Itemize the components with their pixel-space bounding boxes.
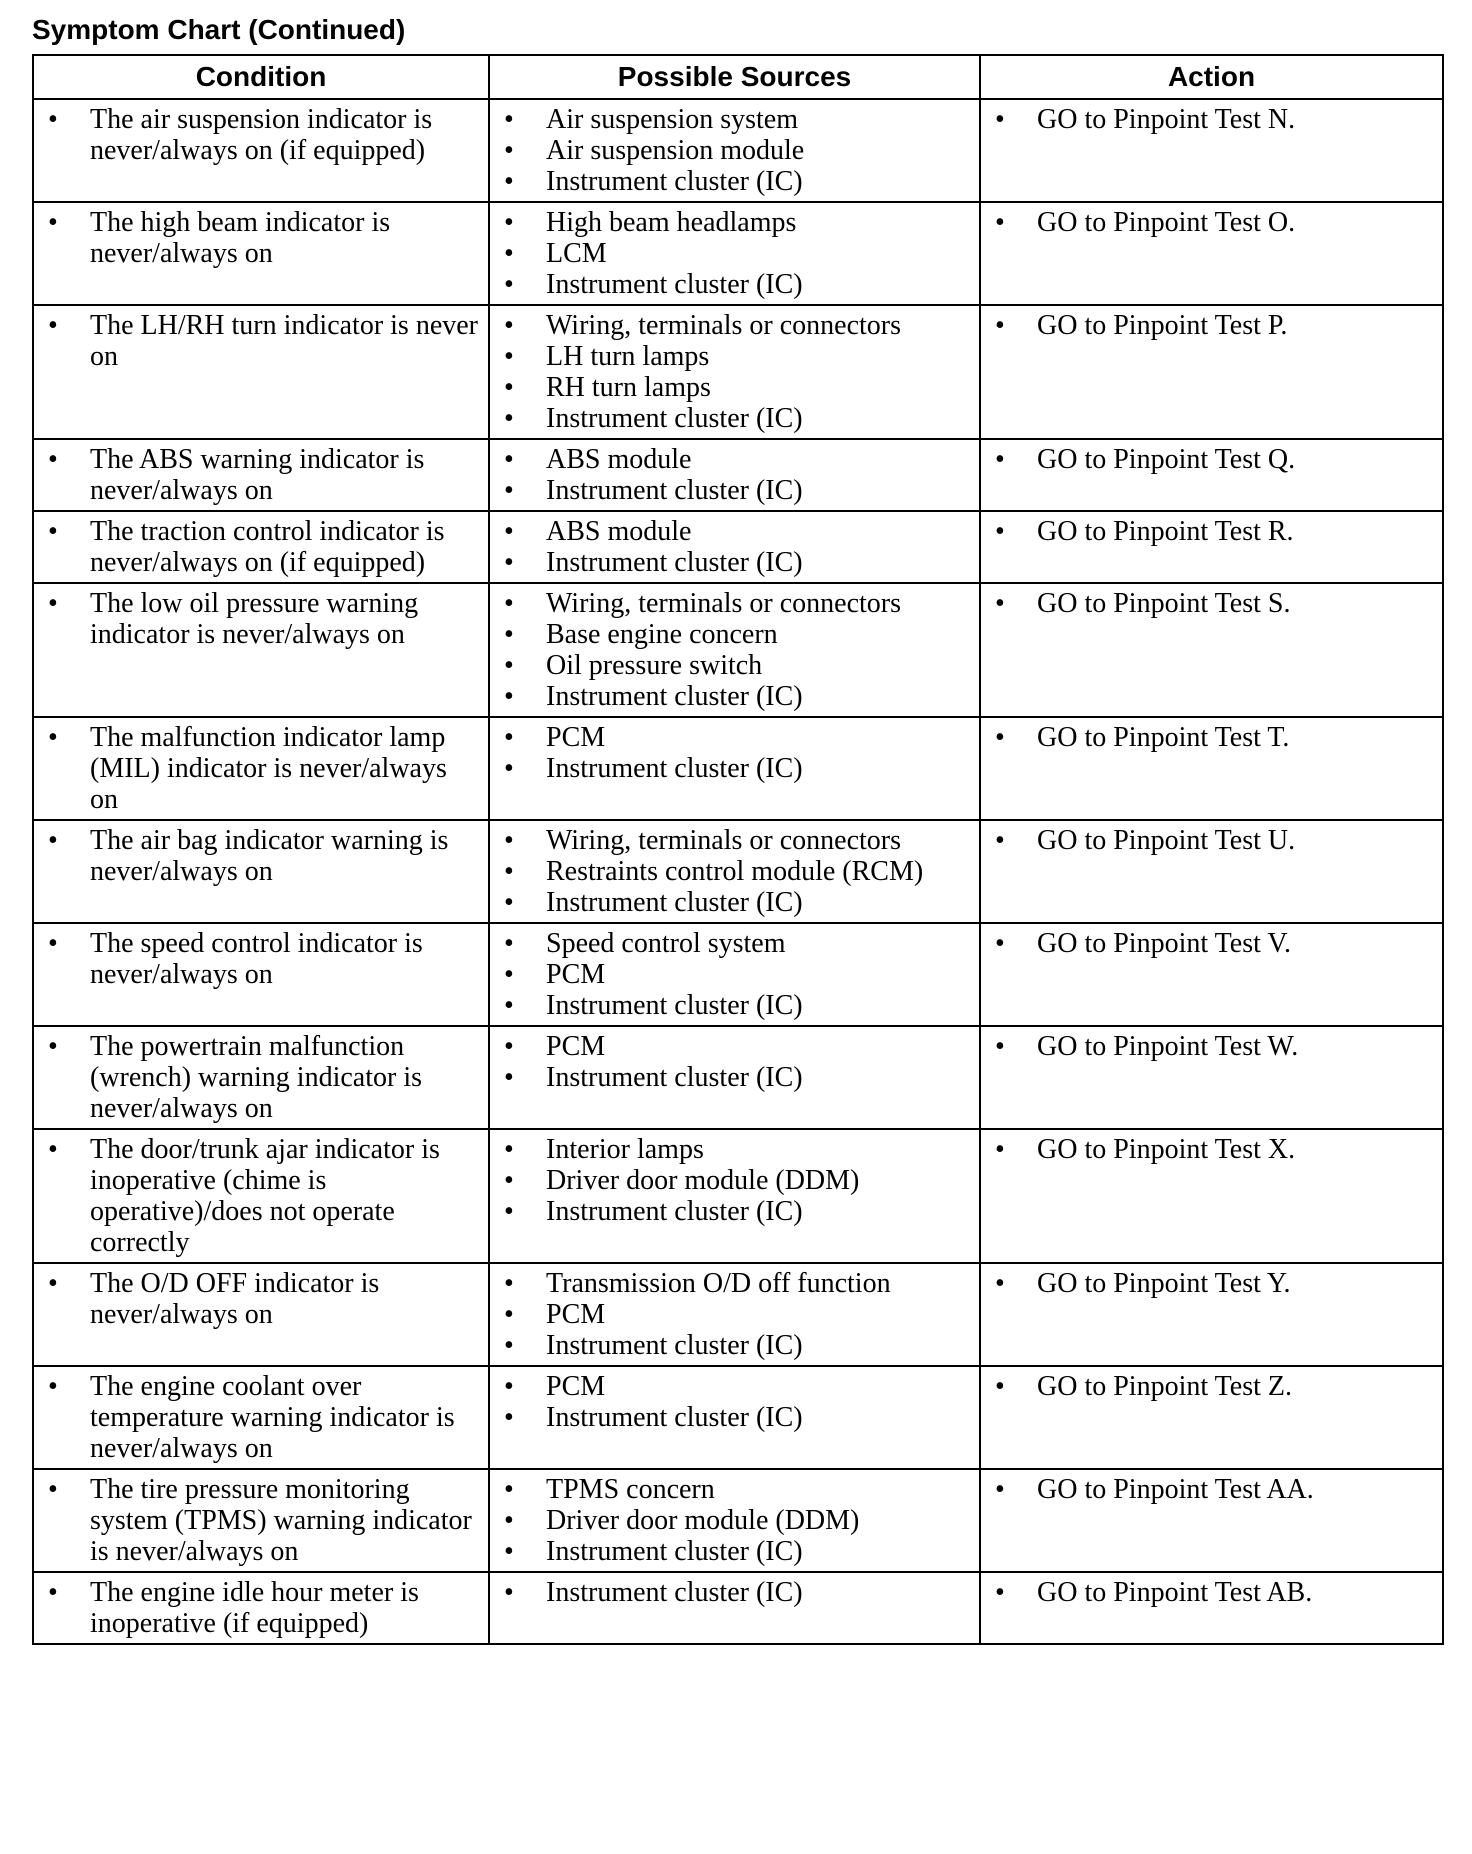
action-text: • GO to Pinpoint Test AB. — [993, 1577, 1434, 1608]
action-cell — [980, 1129, 1443, 1263]
sources-list — [502, 1134, 971, 1227]
condition-cell — [33, 1129, 489, 1263]
source-item: • RH turn lamps — [502, 372, 971, 403]
action-cell — [980, 99, 1443, 202]
action-cell — [980, 305, 1443, 439]
condition-list — [46, 1474, 480, 1567]
condition-cell — [33, 439, 489, 511]
table-row — [33, 820, 1443, 923]
table-body — [33, 99, 1443, 1644]
source-item: • Instrument cluster (IC) — [502, 166, 971, 197]
table-row — [33, 1366, 1443, 1469]
sources-list — [502, 1031, 971, 1093]
action-list — [993, 104, 1434, 135]
table-row — [33, 202, 1443, 305]
condition-cell — [33, 1469, 489, 1572]
condition-text: • The tire pressure monitoring system (TPMS) warning indicator is never/always on — [46, 1474, 480, 1567]
action-list — [993, 825, 1434, 856]
condition-list — [46, 825, 480, 887]
sources-list — [502, 1268, 971, 1361]
source-item: • Instrument cluster (IC) — [502, 990, 971, 1021]
action-text: • GO to Pinpoint Test Z. — [993, 1371, 1434, 1402]
sources-list — [502, 310, 971, 434]
action-list — [993, 207, 1434, 238]
sources-cell — [489, 1263, 980, 1366]
action-list — [993, 1134, 1434, 1165]
action-text: • GO to Pinpoint Test T. — [993, 722, 1434, 753]
action-text: • GO to Pinpoint Test U. — [993, 825, 1434, 856]
action-text: • GO to Pinpoint Test X. — [993, 1134, 1434, 1165]
action-cell — [980, 820, 1443, 923]
action-cell — [980, 717, 1443, 820]
condition-list — [46, 1371, 480, 1464]
source-item: • TPMS concern — [502, 1474, 971, 1505]
sources-list — [502, 1474, 971, 1567]
source-item: • ABS module — [502, 444, 971, 475]
action-list — [993, 928, 1434, 959]
table-row — [33, 439, 1443, 511]
sources-list — [502, 588, 971, 712]
condition-list — [46, 1577, 480, 1639]
table-row — [33, 583, 1443, 717]
source-item: • Instrument cluster (IC) — [502, 753, 971, 784]
source-item: • Speed control system — [502, 928, 971, 959]
source-item: • Air suspension module — [502, 135, 971, 166]
condition-cell — [33, 1366, 489, 1469]
condition-text: • The LH/RH turn indicator is never on — [46, 310, 480, 372]
action-list — [993, 1474, 1434, 1505]
sources-cell — [489, 1129, 980, 1263]
condition-cell — [33, 305, 489, 439]
action-cell — [980, 1366, 1443, 1469]
condition-list — [46, 928, 480, 990]
table-row — [33, 1129, 1443, 1263]
condition-list — [46, 722, 480, 815]
sources-cell — [489, 583, 980, 717]
source-item: • Instrument cluster (IC) — [502, 1402, 971, 1433]
action-list — [993, 1577, 1434, 1608]
condition-text: • The malfunction indicator lamp (MIL) indicator is never/always on — [46, 722, 480, 815]
sources-cell — [489, 99, 980, 202]
action-cell — [980, 1572, 1443, 1644]
condition-list — [46, 588, 480, 650]
action-cell — [980, 202, 1443, 305]
source-item: • PCM — [502, 959, 971, 990]
condition-text: • The engine coolant over temperature warning indicator is never/always on — [46, 1371, 480, 1464]
source-item: • High beam headlamps — [502, 207, 971, 238]
condition-list — [46, 516, 480, 578]
action-cell — [980, 1026, 1443, 1129]
action-text: • GO to Pinpoint Test P. — [993, 310, 1434, 341]
sources-cell — [489, 1366, 980, 1469]
source-item: • Wiring, terminals or connectors — [502, 825, 971, 856]
source-item: • Air suspension system — [502, 104, 971, 135]
header-condition: Condition — [33, 55, 489, 99]
condition-text: • The traction control indicator is never/always on (if equipped) — [46, 516, 480, 578]
condition-cell — [33, 820, 489, 923]
source-item: • Instrument cluster (IC) — [502, 1536, 971, 1567]
condition-cell — [33, 583, 489, 717]
source-item: • LH turn lamps — [502, 341, 971, 372]
table-row — [33, 1572, 1443, 1644]
sources-list — [502, 825, 971, 918]
condition-cell — [33, 1572, 489, 1644]
sources-list — [502, 722, 971, 784]
condition-text: • The ABS warning indicator is never/always on — [46, 444, 480, 506]
condition-cell — [33, 511, 489, 583]
table-row — [33, 99, 1443, 202]
source-item: • Instrument cluster (IC) — [502, 1196, 971, 1227]
source-item: • Instrument cluster (IC) — [502, 269, 971, 300]
source-item: • Instrument cluster (IC) — [502, 887, 971, 918]
table-row — [33, 717, 1443, 820]
action-cell — [980, 511, 1443, 583]
condition-cell — [33, 1026, 489, 1129]
condition-text: • The door/trunk ajar indicator is inoperative (chime is operative)/does not operate correctly — [46, 1134, 480, 1258]
condition-list — [46, 444, 480, 506]
action-text: • GO to Pinpoint Test AA. — [993, 1474, 1434, 1505]
sources-cell — [489, 717, 980, 820]
source-item: • PCM — [502, 722, 971, 753]
sources-cell — [489, 511, 980, 583]
condition-text: • The O/D OFF indicator is never/always on — [46, 1268, 480, 1330]
sources-cell — [489, 923, 980, 1026]
table-row — [33, 1026, 1443, 1129]
source-item: • Instrument cluster (IC) — [502, 1577, 971, 1608]
condition-list — [46, 1268, 480, 1330]
sources-cell — [489, 439, 980, 511]
condition-text: • The high beam indicator is never/always on — [46, 207, 480, 269]
action-cell — [980, 583, 1443, 717]
source-item: • Driver door module (DDM) — [502, 1165, 971, 1196]
sources-list — [502, 516, 971, 578]
condition-text: • The air suspension indicator is never/always on (if equipped) — [46, 104, 480, 166]
table-row — [33, 511, 1443, 583]
condition-cell — [33, 1263, 489, 1366]
sources-cell — [489, 1026, 980, 1129]
source-item: • PCM — [502, 1299, 971, 1330]
condition-text: • The engine idle hour meter is inoperative (if equipped) — [46, 1577, 480, 1639]
source-item: • Base engine concern — [502, 619, 971, 650]
sources-cell — [489, 305, 980, 439]
source-item: • PCM — [502, 1031, 971, 1062]
action-text: • GO to Pinpoint Test R. — [993, 516, 1434, 547]
header-action: Action — [980, 55, 1443, 99]
source-item: • Instrument cluster (IC) — [502, 475, 971, 506]
sources-cell — [489, 1469, 980, 1572]
source-item: • Driver door module (DDM) — [502, 1505, 971, 1536]
action-list — [993, 588, 1434, 619]
action-text: • GO to Pinpoint Test O. — [993, 207, 1434, 238]
action-list — [993, 1371, 1434, 1402]
action-list — [993, 1268, 1434, 1299]
source-item: • Oil pressure switch — [502, 650, 971, 681]
action-list — [993, 516, 1434, 547]
sources-list — [502, 207, 971, 300]
header-possible-sources: Possible Sources — [489, 55, 980, 99]
action-text: • GO to Pinpoint Test Q. — [993, 444, 1434, 475]
condition-cell — [33, 923, 489, 1026]
action-text: • GO to Pinpoint Test V. — [993, 928, 1434, 959]
sources-list — [502, 1371, 971, 1433]
sources-cell — [489, 202, 980, 305]
condition-text: • The powertrain malfunction (wrench) warning indicator is never/always on — [46, 1031, 480, 1124]
source-item: • Restraints control module (RCM) — [502, 856, 971, 887]
action-text: • GO to Pinpoint Test N. — [993, 104, 1434, 135]
sources-list — [502, 444, 971, 506]
source-item: • Instrument cluster (IC) — [502, 547, 971, 578]
action-text: • GO to Pinpoint Test Y. — [993, 1268, 1434, 1299]
sources-list — [502, 104, 971, 197]
action-cell — [980, 1469, 1443, 1572]
action-cell — [980, 1263, 1443, 1366]
action-text: • GO to Pinpoint Test S. — [993, 588, 1434, 619]
table-row — [33, 1469, 1443, 1572]
action-list — [993, 722, 1434, 753]
condition-text: • The low oil pressure warning indicator is never/always on — [46, 588, 480, 650]
header-row — [33, 55, 1443, 99]
source-item: • PCM — [502, 1371, 971, 1402]
action-list — [993, 310, 1434, 341]
chart-title: Symptom Chart (Continued) — [32, 14, 406, 45]
action-list — [993, 444, 1434, 475]
source-item: • Interior lamps — [502, 1134, 971, 1165]
source-item: • Transmission O/D off function — [502, 1268, 971, 1299]
sources-list — [502, 928, 971, 1021]
sources-cell — [489, 1572, 980, 1644]
source-item: • Instrument cluster (IC) — [502, 403, 971, 434]
condition-list — [46, 104, 480, 166]
condition-text: • The speed control indicator is never/always on — [46, 928, 480, 990]
action-list — [993, 1031, 1434, 1062]
condition-list — [46, 1134, 480, 1258]
action-cell — [980, 923, 1443, 1026]
condition-list — [46, 310, 480, 372]
table-row — [33, 1263, 1443, 1366]
condition-cell — [33, 717, 489, 820]
condition-cell — [33, 99, 489, 202]
sources-cell — [489, 820, 980, 923]
condition-cell — [33, 202, 489, 305]
table-row — [33, 923, 1443, 1026]
source-item: • LCM — [502, 238, 971, 269]
symptom-table — [32, 54, 1444, 1645]
table-row — [33, 305, 1443, 439]
action-cell — [980, 439, 1443, 511]
sources-list — [502, 1577, 971, 1608]
source-item: • Instrument cluster (IC) — [502, 1330, 971, 1361]
document-page — [32, 10, 1442, 1645]
source-item: • Instrument cluster (IC) — [502, 681, 971, 712]
condition-list — [46, 207, 480, 269]
condition-text: • The air bag indicator warning is never/always on — [46, 825, 480, 887]
source-item: • Wiring, terminals or connectors — [502, 310, 971, 341]
source-item: • Instrument cluster (IC) — [502, 1062, 971, 1093]
condition-list — [46, 1031, 480, 1124]
source-item: • Wiring, terminals or connectors — [502, 588, 971, 619]
action-text: • GO to Pinpoint Test W. — [993, 1031, 1434, 1062]
source-item: • ABS module — [502, 516, 971, 547]
